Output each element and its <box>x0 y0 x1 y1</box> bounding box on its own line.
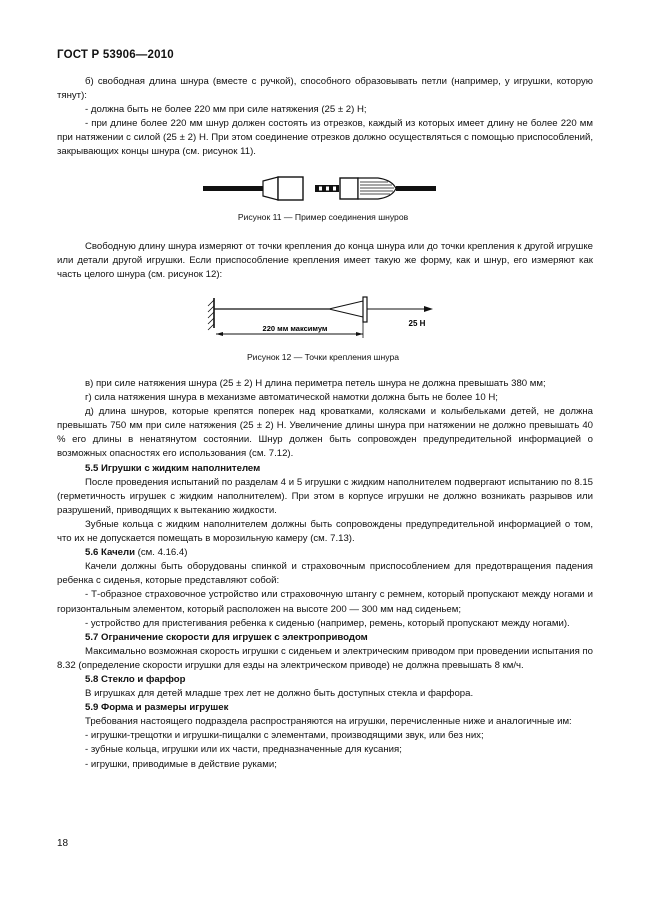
free-length-measurement <box>57 240 593 282</box>
paragraph: В игрушках для детей младше трех лет не должно быть доступных стекла и фарфора. <box>85 688 474 700</box>
list-item: - Т-образное страховочное устройство или страховочную штангу с ремнем, который пропускают между ногами и горизонтальным элементом, который расположен на высоте 200 — 300 мм над сиденьем; <box>57 589 593 615</box>
cord-right <box>396 186 436 191</box>
list-item: - игрушки, приводимые в действие руками; <box>85 758 277 770</box>
list-item: - игрушки-трещотки и игрушки-пищалки с элементами, производящими звук, или без них; <box>85 730 484 742</box>
figure-11-cord-connection <box>200 174 440 204</box>
list-item: - устройство для пристегивания ребенка к сиденью (например, ремень, который пропускают между ногами). <box>85 617 570 629</box>
list-item: - должна быть не более 220 мм при силе натяжения (25 ± 2) Н; <box>85 104 367 116</box>
left-cap-body <box>278 177 303 200</box>
list-item: в) при силе натяжения шнура (25 ± 2) Н длина периметра петель шнура не должна превышать 380 мм; <box>85 378 546 389</box>
cord-length-requirements <box>57 75 593 160</box>
arrow-head-icon <box>424 306 433 312</box>
figure-12-caption: Рисунок 12 — Точки крепления шнура <box>246 352 400 362</box>
section-5-7-title: 5.7 Ограничение скорости для игрушек с электроприводом <box>85 631 368 643</box>
section-5-8-title: 5.8 Стекло и фарфор <box>85 673 186 685</box>
attachment-plate <box>363 297 367 322</box>
section-5-5-title: 5.5 Игрушки с жидким наполнителем <box>85 462 261 474</box>
figure-11-caption: Рисунок 11 — Пример соединения шнуров <box>237 212 409 222</box>
paragraph: б) свободная длина шнура (вместе с ручкой), способного образовывать петли (например, у игрушки, которую тянут): <box>57 76 593 102</box>
paragraph: Зубные кольца с жидким наполнителем должны быть сопровождены предупредительной информацией о том, что их не допускается помещать в морозильную камеру (см. 7.13). <box>57 518 593 545</box>
paragraph: Требования настоящего подраздела распространяются на игрушки, перечисленные ниже и аналогичные им: <box>85 716 572 728</box>
length-label: 220 мм максимум <box>262 324 328 333</box>
left-cap-cone <box>263 177 278 200</box>
list-item: д) длина шнуров, которые крепятся поперек над кроватками, колясками и колыбельками детей, не должна превышать 750 мм при силе натяжения (25 ± 2) Н. Увеличение длины шнура при натяжении не должно превышать 40 % его длины в ненатянутом состоянии. Шнур должен быть сопровожден предупредительной информацией о возможных опасностях его использования (см. 7.12). <box>57 406 593 460</box>
right-cap-dome <box>358 178 396 199</box>
cord-left <box>203 186 263 191</box>
list-item: г) сила натяжения шнура в механизме автоматической намотки должна быть не более 10 Н; <box>85 392 498 404</box>
paragraph: После проведения испытаний по разделам 4 и 5 игрушки с жидким наполнителем подвергают испытанию по 8.15 (герметичность игрушек с жидким наполнителем). При этом в корпусе игрушки не должно возникать разрывов или разрушений, приводящих к вытеканию жидкости. <box>57 476 593 516</box>
list-item: - при длине более 220 мм шнур должен состоять из отрезков, каждый из которых имеет длину не более 220 мм при натяжении с силой (25 ± 2) Н. При этом соединение отрезков должно осуществляться с помощью приспособлений, закрывающих концы шнура (см. рисунок 11). <box>57 118 593 158</box>
attachment-cone <box>329 301 363 317</box>
section-5-9-title: 5.9 Форма и размеры игрушек <box>85 702 229 714</box>
list-item: - зубные кольца, игрушки или их части, предназначенные для кусания; <box>85 744 402 756</box>
document-header: ГОСТ Р 53906—2010 <box>57 49 174 61</box>
paragraph: Качели должны быть оборудованы спинкой и страховочным приспособлением для предотвращения падения ребенка с сиденья, которые представляют собой: <box>57 561 593 587</box>
right-cap-body <box>340 178 358 199</box>
force-label: 25 Н <box>408 319 426 328</box>
figure-12-attachment-points <box>205 294 445 342</box>
paragraph: Свободную длину шнура измеряют от точки крепления до конца шнура или до точки крепления к другой игрушке или детали другой игрушки. Если приспособление крепления имеет такую же форму, как и шнур, его измеряют как часть целого шнура (см. рисунок 12): <box>57 241 593 281</box>
page-number: 18 <box>57 838 69 849</box>
section-5-6-title: 5.6 Качели (см. 4.16.4) <box>85 547 188 559</box>
cord-tension-requirements <box>57 377 593 772</box>
paragraph: Максимально возможная скорость игрушки с сиденьем и электрическим приводом при проведении испытания по 8.32 (определение скорости игрушки для езды на электрическом приводе) не должна превышать 8 км/ч. <box>57 645 593 671</box>
